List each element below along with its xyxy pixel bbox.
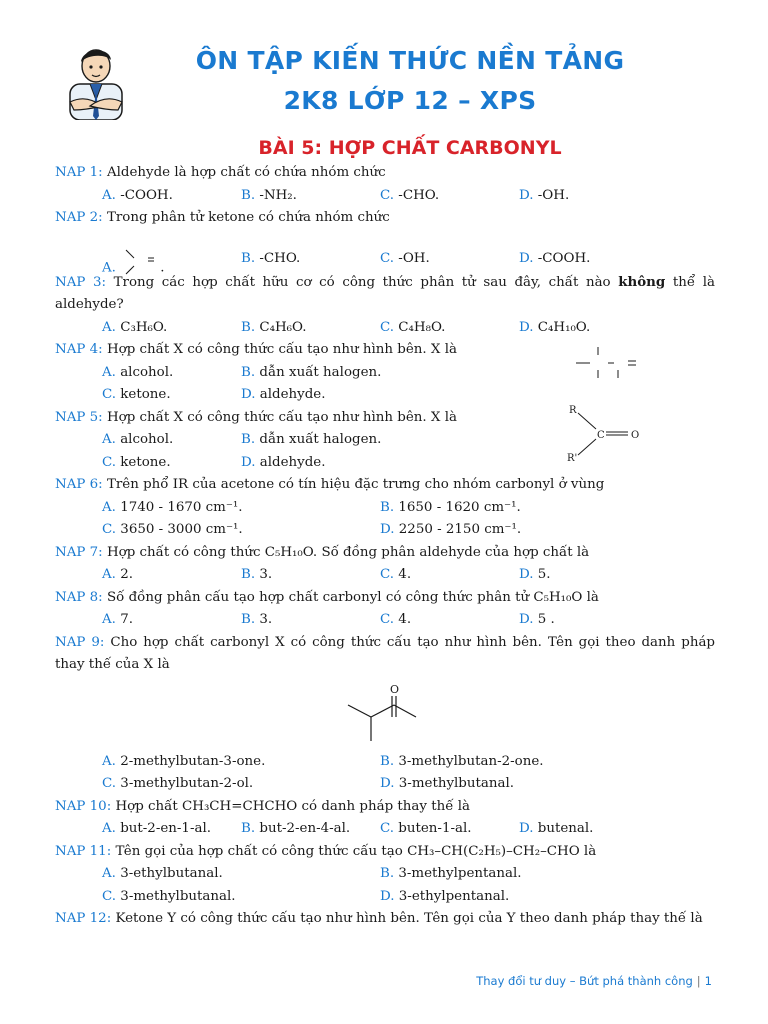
question [55,162,715,185]
option-b: B. 3. [241,612,273,627]
oxygen-label: O [390,682,400,696]
option-a: A. 7. [102,612,133,627]
footer-separator: | [696,974,701,988]
option-b: B. 3-methylpentanal. [380,866,522,881]
option-a: A. 2-methylbutan-3-one. [102,753,266,769]
question-list [55,162,715,931]
option-d: D. 5 . [519,612,555,627]
r-prime-label: R' [567,452,578,464]
option-c: C. 3-methylbutanal. [102,888,236,904]
option-a: A. C₃H₆O. [102,319,168,335]
option-d: D. 2250 - 2150 cm⁻¹. [380,522,522,537]
question-number: NAP 9: [55,634,105,650]
question [55,908,715,931]
option-row [55,751,715,774]
skeletal-figure [55,677,715,751]
skeletal-formula-icon [340,681,420,751]
option-b: B. 3-methylbutan-2-one. [380,753,544,769]
option-d: D. 5. [519,567,551,582]
question-text: Ketone Y có công thức cấu tạo như hình bên. Tên gọi của Y theo danh pháp thay thế là [115,911,703,926]
option-d: D. aldehyde. [241,387,326,402]
option-b: B. but-2-en-4-al. [241,821,351,836]
page-title: ÔN TẬP KIẾN THỨC NỀN TẢNG [195,46,625,75]
ketone-structure-icon [565,399,665,467]
option-d: D. -OH. [519,187,570,203]
option-a: A. 2. [102,567,133,582]
option-c: C. ketone. [102,387,171,402]
option-a: A. alcohol. [102,432,174,447]
question [55,796,715,819]
question-number: NAP 8: [55,589,103,605]
question-text: Hợp chất X có công thức cấu tạo như hình bên. X là [106,342,457,357]
question-text: Aldehyde là hợp chất có chứa nhóm chức [106,165,386,180]
option-b: B. -NH₂. [241,187,297,203]
option-c: C. 3-methylbutan-2-ol. [102,776,254,791]
question-number: NAP 2: [55,210,103,225]
oxygen-label: O [631,429,640,441]
option-d: D. -COOH. [519,250,591,266]
option-c: C. -OH. [380,250,430,266]
question-number: NAP 6: [55,477,103,492]
option-a: A. alcohol. [102,364,174,380]
question-block [55,339,715,407]
option-b: B. dẫn xuất halogen. [241,432,382,447]
option-c: C. C₄H₈O. [380,319,446,335]
option-c: C. ketone. [102,454,171,470]
option-row [55,609,715,632]
question [55,542,715,565]
lesson-title: BÀI 5: HỢP CHẤT CARBONYL [258,137,562,159]
option-row [55,564,715,587]
option-row [55,185,715,208]
option-d: D. aldehyde. [241,454,326,470]
question-number: NAP 10: [55,798,112,814]
option-row [55,863,715,886]
option-b: B. C₄H₆O. [241,319,307,335]
question-number: NAP 3: [55,274,107,290]
option-row [55,497,715,520]
question-block [55,404,715,475]
footer-slogan: Thay đổi tư duy – Bứt phá thành công [476,974,693,988]
question-text: Trong phân tử ketone có chứa nhóm chức [106,210,390,225]
question: NAP 3: Trong các hợp chất hữu cơ có công thức phân tử sau đây, chất nào không thể là aldehyde? [55,273,715,312]
option-a: A. . [102,248,164,280]
page-header [0,0,768,130]
question-number: NAP 1: [55,165,103,180]
question-number: NAP 4: [55,342,103,357]
option-d: D. C₄H₁₀O. [519,319,591,335]
question [55,841,715,864]
option-d: D. 3-ethylpentanal. [380,888,510,904]
carbon-label: C [597,429,605,441]
option-row [55,230,715,275]
option-row [55,317,715,340]
question-text: Số đồng phân cấu tạo hợp chất carbonyl có công thức phân tử C₅H₁₀O là [106,589,599,605]
question-text: Trên phổ IR của acetone có tín hiệu đặc trưng cho nhóm carbonyl ở vùng [106,477,605,492]
option-a: A. 3-ethylbutanal. [102,866,223,881]
page-footer [476,974,712,988]
carbonyl-group-icon [120,248,160,278]
option-a: A. 1740 - 1670 cm⁻¹. [102,499,243,515]
option-b: B. 1650 - 1620 cm⁻¹. [380,499,521,515]
r-label: R [569,404,577,416]
question-text: Hợp chất có công thức C₅H₁₀O. Số đồng phân aldehyde của hợp chất là [106,544,590,560]
question-number: NAP 11: [55,843,112,859]
question [55,207,715,230]
question-number: NAP 7: [55,544,103,560]
structure-figure-icon [570,343,660,385]
option-b: B. 3. [241,567,273,582]
teacher-avatar-icon [56,40,136,120]
question-text: Cho hợp chất carbonyl X có công thức cấu tạo như hình bên. Tên gọi theo danh pháp thay thế của X là [55,634,715,672]
option-c: C. -CHO. [380,187,440,203]
page-subtitle: 2K8 LỚP 12 – XPS [283,86,537,115]
question [55,632,715,677]
option-d: D. 3-methylbutanal. [380,776,515,791]
question-number: NAP 5: [55,409,103,425]
option-row [55,519,715,542]
question [55,587,715,610]
question-text: Tên gọi của hợp chất có công thức cấu tạo CH₃–CH(C₂H₅)–CH₂–CHO là [115,843,597,859]
option-row [55,773,715,796]
option-c: C. 4. [380,567,412,582]
page-number: 1 [704,974,712,988]
option-c: C. 4. [380,612,412,627]
option-row [55,818,715,841]
option-a: A. but-2-en-1-al. [102,821,211,836]
option-c: C. 3650 - 3000 cm⁻¹. [102,522,243,537]
option-b: B. dẫn xuất halogen. [241,364,382,380]
question-text: Hợp chất CH₃CH=CHCHO có danh pháp thay thế là [115,798,470,814]
option-b: B. -CHO. [241,250,301,266]
question-text: Hợp chất X có công thức cấu tạo như hình bên. X là [106,409,457,425]
option-row [55,886,715,909]
question [55,474,715,497]
question-number: NAP 12: [55,911,112,926]
option-a: A. -COOH. [102,187,173,203]
option-c: C. buten-1-al. [380,821,472,836]
emphasis-text: không [618,273,666,290]
option-d: D. butenal. [519,821,594,836]
